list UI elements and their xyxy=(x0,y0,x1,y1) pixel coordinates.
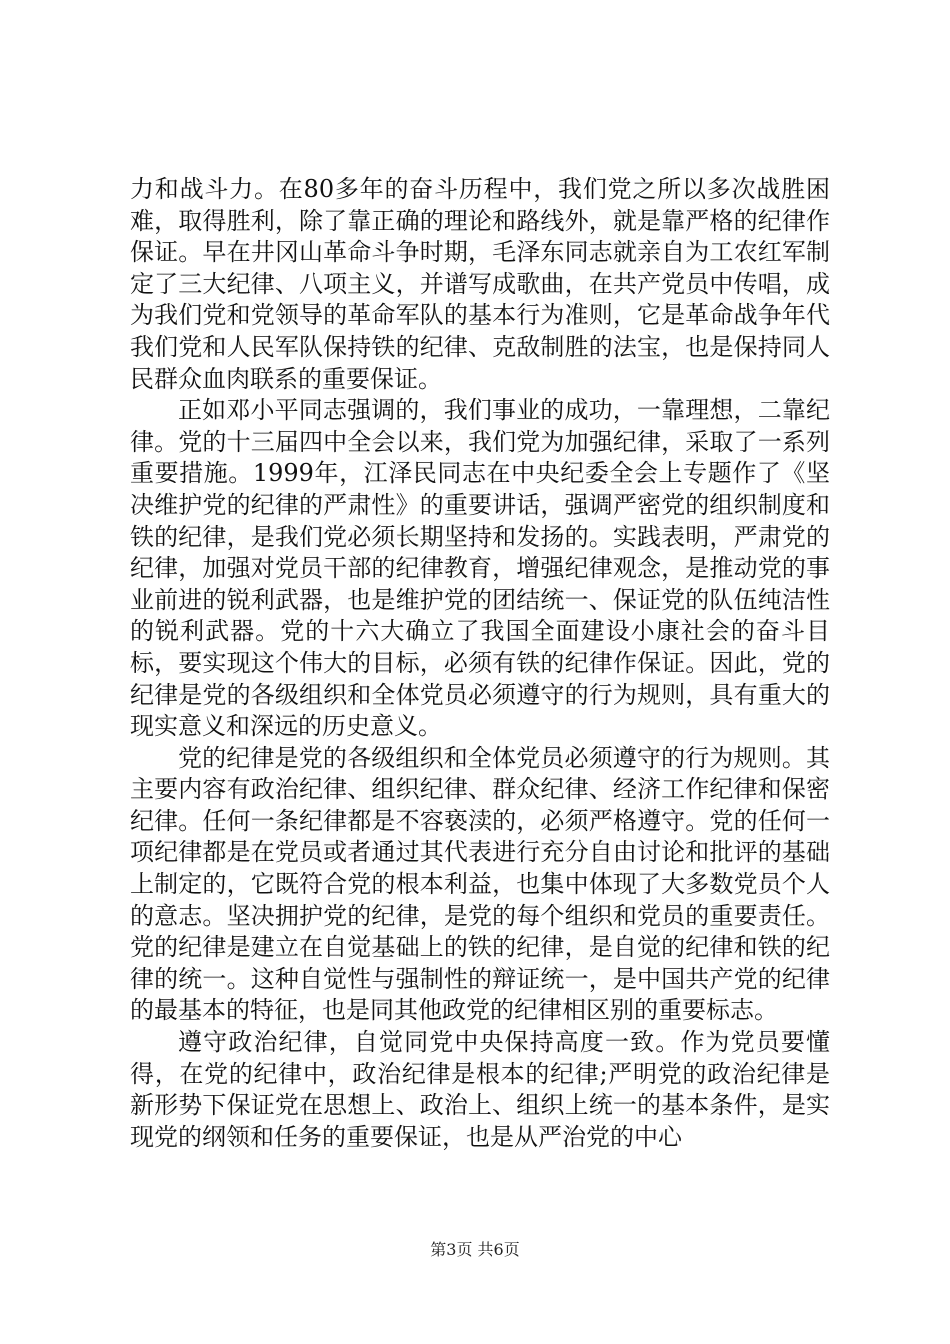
document-body xyxy=(130,174,830,1153)
page-number-footer: 第3页 共6页 xyxy=(430,1240,520,1259)
paragraph-4: 遵守政治纪律，自觉同党中央保持高度一致。作为党员要懂得，在党的纪律中，政治纪律是根本的纪律;严明党的政治纪律是新形势下保证党在思想上、政治上、组织上统一的基本条件，是实现党的纲领和任务的重要保证，也是从严治党的中心 xyxy=(130,1028,830,1151)
paragraph-2: 正如邓小平同志强调的，我们事业的成功，一靠理想，二靠纪律。党的十三届四中全会以来，我们党为加强纪律，采取了一系列重要措施。1999年，江泽民同志在中央纪委全会上专题作了《坚决维护党的纪律的严肃性》的重要讲话，强调严密党的组织制度和铁的纪律，是我们党必须长期坚持和发扬的。实践表明，严肃党的纪律，加强对党员干部的纪律教育，增强纪律观念，是推动党的事业前进的锐利武器，也是维护党的团结统一、保证党的队伍纯洁性的锐利武器。党的十六大确立了我国全面建设小康社会的奋斗目标，要实现这个伟大的目标，必须有铁的纪律作保证。因此，党的纪律是党的各级组织和全体党员必须遵守的行为规则，具有重大的现实意义和深远的历史意义。 xyxy=(130,396,830,741)
paragraph-3: 党的纪律是党的各级组织和全体党员必须遵守的行为规则。其主要内容有政治纪律、组织纪律、群众纪律、经济工作纪律和保密纪律。任何一条纪律都是不容亵渎的，必须严格遵守。党的任何一项纪律都是在党员或者通过其代表进行充分自由讨论和批评的基础上制定的，它既符合党的根本利益，也集中体现了大多数党员个人的意志。坚决拥护党的纪律，是党的每个组织和党员的重要责任。党的纪律是建立在自觉基础上的铁的纪律，是自觉的纪律和铁的纪律的统一。这种自觉性与强制性的辩证统一，是中国共产党的纪律的最基本的特征，也是同其他政党的纪律相区别的重要标志。 xyxy=(130,743,830,1025)
paragraph-1: 力和战斗力。在80多年的奋斗历程中，我们党之所以多次战胜困难，取得胜利，除了靠正确的理论和路线外，就是靠严格的纪律作保证。早在井冈山革命斗争时期，毛泽东同志就亲自为工农红军制定了三大纪律、八项主义，并谱写成歌曲，在共产党员中传唱，成为我们党和党领导的革命军队的基本行为准则，它是革命战争年代我们党和人民军队保持铁的纪律、克敌制胜的法宝，也是保持同人民群众血肉联系的重要保证。 xyxy=(130,175,830,393)
